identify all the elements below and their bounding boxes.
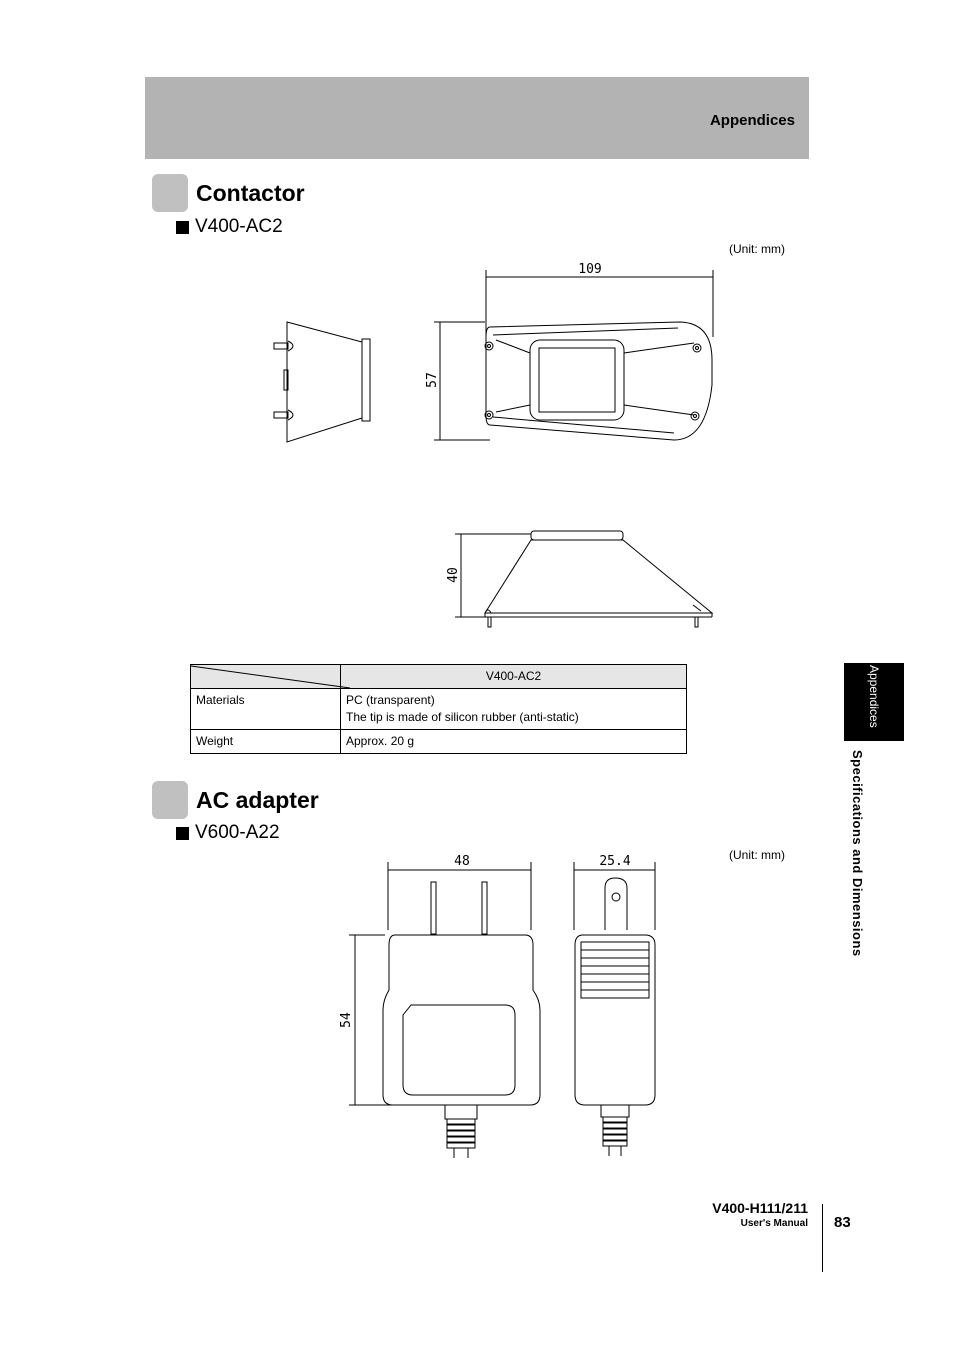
ac-adapter-width-label: 48 xyxy=(454,854,470,869)
contactor-front-view xyxy=(425,262,730,455)
page-number: 83 xyxy=(834,1214,851,1231)
contactor-height-label: 57 xyxy=(425,372,440,388)
ac-adapter-side-view xyxy=(565,850,665,1160)
ac-adapter-model: V600-A22 xyxy=(195,822,280,843)
square-bullet-icon xyxy=(176,221,189,234)
table-header-row xyxy=(191,665,687,689)
spec-table xyxy=(190,664,687,754)
ac-adapter-height-label: 54 xyxy=(339,1012,354,1028)
contactor-model-heading xyxy=(176,216,283,238)
diagonal-line xyxy=(191,665,350,689)
side-section-label: Specifications and Dimensions xyxy=(850,750,865,957)
table-row xyxy=(191,730,687,754)
footer-model: V400-H111/211 xyxy=(712,1200,808,1216)
table-value-line: The tip is made of silicon rubber (anti-static) xyxy=(346,710,579,724)
ac-adapter-front-view xyxy=(335,850,545,1160)
table-value-line: PC (transparent) xyxy=(346,693,435,707)
contactor-top-view xyxy=(445,525,725,635)
contactor-depth-label: 40 xyxy=(446,567,461,583)
table-header-model: V400-AC2 xyxy=(341,665,687,689)
table-row-label: Materials xyxy=(191,689,341,730)
contactor-title: Contactor xyxy=(196,180,305,206)
square-bullet-icon xyxy=(176,827,189,840)
contactor-unit: (Unit: mm) xyxy=(729,242,785,256)
ac-adapter-model-heading xyxy=(176,822,280,844)
header-band xyxy=(145,77,809,159)
table-row-label: Weight xyxy=(191,730,341,754)
table-row-value xyxy=(341,689,687,730)
contactor-model: V400-AC2 xyxy=(195,216,283,237)
table-row-value: Approx. 20 g xyxy=(341,730,687,754)
footer-manual: User's Manual xyxy=(740,1218,808,1229)
table-corner-cell xyxy=(191,665,341,689)
section-marker xyxy=(152,781,188,819)
table-row xyxy=(191,689,687,730)
footer-divider xyxy=(822,1204,823,1272)
side-tab-label: Appendices xyxy=(867,665,881,728)
ac-adapter-unit: (Unit: mm) xyxy=(729,848,785,862)
contactor-side-view xyxy=(270,315,380,450)
section-marker xyxy=(152,174,188,212)
contactor-width-label: 109 xyxy=(578,262,602,277)
ac-adapter-title: AC adapter xyxy=(196,787,319,813)
header-title: Appendices xyxy=(709,112,795,129)
ac-adapter-thickness-label: 25.4 xyxy=(599,854,631,869)
